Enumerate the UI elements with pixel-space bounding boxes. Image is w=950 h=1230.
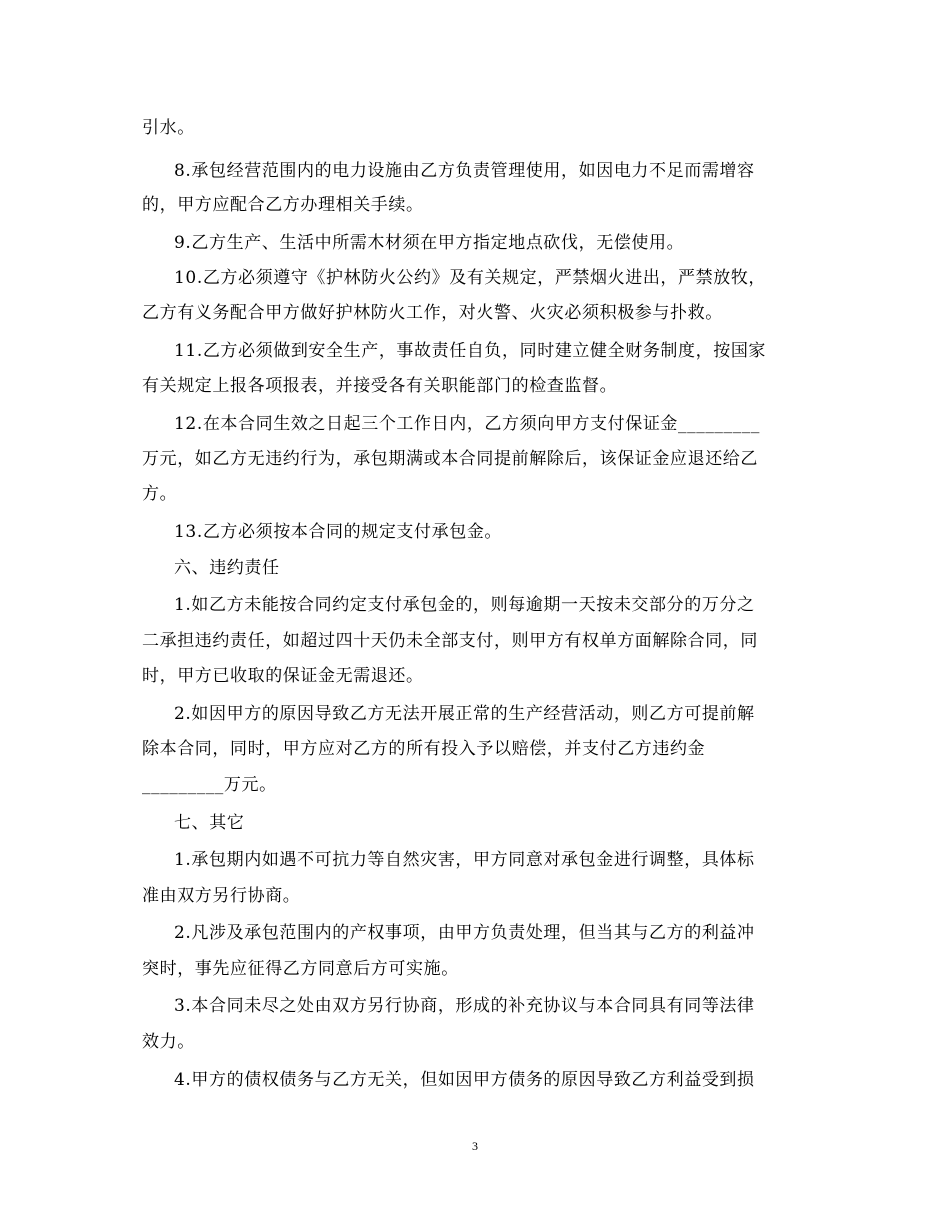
text-line: 引水。 xyxy=(142,118,195,138)
text-line: 10.乙方必须遵守《护林防火公约》及有关规定，严禁烟火进出，严禁放牧， xyxy=(174,268,767,288)
text-line: 效力。 xyxy=(142,1032,195,1052)
section-heading: 六、违约责任 xyxy=(174,558,280,578)
text-line: 4.甲方的债权债务与乙方无关，但如因甲方债务的原因导致乙方利益受到损 xyxy=(174,1070,755,1090)
text-line: 突时，事先应征得乙方同意后方可实施。 xyxy=(142,959,459,979)
text-line: 1.如乙方未能按合同约定支付承包金的，则每逾期一天按未交部分的万分之 xyxy=(174,595,755,615)
text-line: 时，甲方已收取的保证金无需退还。 xyxy=(142,666,424,686)
text-line: 方。 xyxy=(142,484,178,504)
text-line: 有关规定上报各项报表，并接受各有关职能部门的检查监督。 xyxy=(142,376,618,396)
text-line: 2.凡涉及承包范围内的产权事项，由甲方负责处理，但当其与乙方的利益冲 xyxy=(174,923,755,943)
text-line: 3.本合同未尽之处由双方另行协商，形成的补充协议与本合同具有同等法律 xyxy=(174,996,755,1016)
text-line: _________万元。 xyxy=(142,775,277,795)
text-line: 二承担违约责任，如超过四十天仍未全部支付，则甲方有权单方面解除合同，同 xyxy=(142,631,758,651)
text-line: 准由双方另行协商。 xyxy=(142,886,301,906)
text-line: 8.承包经营范围内的电力设施由乙方负责管理使用，如因电力不足而需增容 xyxy=(174,161,755,181)
text-line: 11.乙方必须做到安全生产，事故责任自负，同时建立健全财务制度，按国家 xyxy=(174,341,767,361)
text-line: 的，甲方应配合乙方办理相关手续。 xyxy=(142,195,424,215)
text-line: 除本合同，同时，甲方应对乙方的所有投入予以赔偿，并支付乙方违约金 xyxy=(142,739,706,759)
text-line: 13.乙方必须按本合同的规定支付承包金。 xyxy=(174,522,503,542)
text-line: 乙方有义务配合甲方做好护林防火工作，对火警、火灾必须积极参与扑救。 xyxy=(142,303,723,323)
page-number: 3 xyxy=(472,1139,478,1153)
text-line: 2.如因甲方的原因导致乙方无法开展正常的生产经营活动，则乙方可提前解 xyxy=(174,704,755,724)
text-line: 1.承包期内如遇不可抗力等自然灾害，甲方同意对承包金进行调整，具体标 xyxy=(174,850,755,870)
text-line: 万元，如乙方无违约行为，承包期满或本合同提前解除后，该保证金应退还给乙 xyxy=(142,449,758,469)
text-line: 12.在本合同生效之日起三个工作日内，乙方须向甲方支付保证金_________ xyxy=(174,414,760,434)
text-line: 9.乙方生产、生活中所需木材须在甲方指定地点砍伐，无偿使用。 xyxy=(174,233,685,253)
section-heading: 七、其它 xyxy=(174,813,245,833)
